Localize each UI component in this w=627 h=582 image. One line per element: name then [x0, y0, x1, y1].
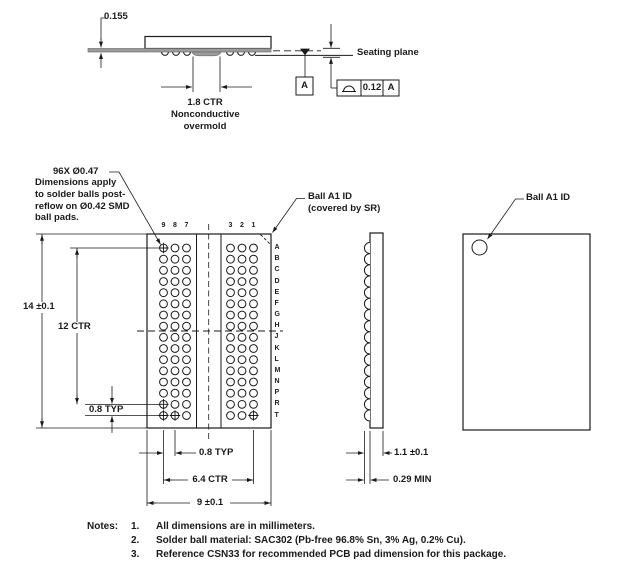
ball-D3	[227, 278, 235, 286]
package-top-view	[463, 199, 590, 430]
row-label-P: P	[274, 389, 280, 397]
fcf-tolerance: 0.12	[362, 82, 382, 93]
ball-B2	[238, 255, 246, 263]
edge-ball	[364, 399, 370, 410]
package-edge-view	[346, 233, 392, 484]
edge-ball	[364, 410, 370, 421]
ball-F9	[160, 300, 168, 308]
row-label-K: K	[274, 344, 280, 352]
overmold-bump	[192, 52, 221, 56]
datum-triangle	[300, 49, 310, 56]
row-label-R: R	[274, 400, 280, 408]
ball-R8	[171, 400, 179, 408]
ball-J2	[238, 333, 246, 341]
ball-N2	[238, 378, 246, 386]
note-1-text: All dimensions are in millimeters.	[156, 521, 315, 532]
ball-G2	[238, 311, 246, 319]
edge-body	[370, 233, 383, 428]
dim-total-height: 1.1 ±0.1	[394, 446, 429, 458]
ball-H8	[171, 322, 179, 330]
ball-B1	[250, 255, 258, 263]
row-label-C: C	[274, 266, 280, 274]
ball-E8	[171, 289, 179, 297]
column-label-3: 3	[228, 221, 233, 229]
ball-J1	[250, 333, 258, 341]
ball-T2	[238, 412, 246, 420]
ball-T7	[183, 412, 191, 420]
ball-N9	[160, 378, 168, 386]
ball-B8	[171, 255, 179, 263]
dim-row-pitch: 0.8 TYP	[89, 403, 124, 415]
a1-covered-label-line2: (covered by SR)	[308, 202, 381, 214]
ball-L1	[250, 356, 258, 364]
ball-F1	[250, 300, 258, 308]
mold-cap	[145, 37, 271, 49]
ball-D2	[238, 278, 246, 286]
ball-E3	[227, 289, 235, 297]
column-label-1: 1	[251, 221, 256, 229]
ball-R1	[250, 400, 258, 408]
ball-H3	[227, 322, 235, 330]
ball-B7	[183, 255, 191, 263]
row-label-E: E	[274, 288, 280, 296]
ball-N3	[227, 378, 235, 386]
ball-L8	[171, 356, 179, 364]
ball-C8	[171, 266, 179, 274]
edge-ball	[364, 343, 370, 354]
dim-package-height: 14 ±0.1	[23, 301, 55, 312]
a1-covered-label-line1: Ball A1 ID	[308, 191, 352, 202]
notes-heading: Notes:	[87, 521, 119, 532]
ball-E2	[238, 289, 246, 297]
ball-F7	[183, 300, 191, 308]
row-label-D: D	[274, 277, 280, 285]
substrate	[88, 49, 271, 53]
row-label-A: A	[274, 244, 280, 251]
column-label-9: 9	[161, 221, 166, 229]
edge-ball	[364, 242, 370, 253]
note-2-num: 2.	[131, 535, 140, 546]
ball-J8	[171, 333, 179, 341]
row-label-M: M	[274, 366, 281, 374]
a1-id-label: Ball A1 ID	[526, 192, 570, 203]
fcf-datum: A	[387, 82, 395, 93]
ball-D7	[183, 278, 191, 286]
ball-P1	[250, 389, 258, 397]
ball-G3	[227, 311, 235, 319]
dim-package-width: 9 ±0.1	[190, 498, 230, 509]
dim-rows-ctr: 12 CTR	[58, 321, 91, 332]
ball-A2	[238, 244, 246, 252]
ball-T3	[227, 412, 235, 420]
ball-K9	[160, 345, 168, 353]
ball-C2	[238, 266, 246, 274]
ball-L3	[227, 356, 235, 364]
ball-H7	[183, 322, 191, 330]
row-label-G: G	[274, 311, 280, 318]
overmold-label-line2: overmold	[183, 120, 227, 132]
a1-id-leader	[488, 199, 525, 239]
edge-ball	[364, 254, 370, 265]
note-2-text: Solder ball material: SAC302 (Pb-free 96.8% Sn, 3% Ag, 0.2% Cu).	[156, 535, 466, 546]
ball-A8	[171, 244, 179, 252]
column-label-7: 7	[184, 221, 189, 229]
ball-N1	[250, 378, 258, 386]
ball-H2	[238, 322, 246, 330]
ball-J3	[227, 333, 235, 341]
ball-C3	[227, 266, 235, 274]
edge-ball	[364, 332, 370, 343]
edge-ball	[364, 309, 370, 320]
dim-substrate-thickness: 0.155	[104, 11, 128, 22]
ball-L2	[238, 356, 246, 364]
ball-F3	[227, 300, 235, 308]
edge-ball	[364, 376, 370, 387]
edge-ball	[364, 276, 370, 287]
ball-A1	[250, 244, 258, 252]
balls-note-line1: 96X Ø0.47	[53, 165, 99, 177]
ball-L7	[183, 356, 191, 364]
column-label-2: 2	[240, 221, 244, 229]
ball-A3	[227, 244, 235, 252]
ball-R7	[183, 400, 191, 408]
ball-K1	[250, 345, 258, 353]
ball-B9	[160, 255, 168, 263]
ball-P9	[160, 389, 168, 397]
dim-col-pitch: 0.8 TYP	[199, 446, 234, 458]
ball-G8	[171, 311, 179, 319]
edge-view-balls	[364, 242, 370, 421]
ball-J7	[183, 333, 191, 341]
ball-M8	[171, 367, 179, 375]
package-side-elevation	[88, 18, 399, 96]
ball-J9	[160, 333, 168, 341]
edge-ball	[364, 388, 370, 399]
ball-P3	[227, 389, 235, 397]
ball-K2	[238, 345, 246, 353]
row-label-L: L	[274, 355, 279, 363]
ball-P7	[183, 389, 191, 397]
ball-G7	[183, 311, 191, 319]
a1-covered-leader	[273, 199, 306, 233]
datum-a-label: A	[301, 80, 308, 91]
ball-E7	[183, 289, 191, 297]
ball-H9	[160, 322, 168, 330]
ball-P8	[171, 389, 179, 397]
row-label-B: B	[274, 255, 280, 263]
ball-B3	[227, 255, 235, 263]
edge-ball	[364, 298, 370, 309]
ball-K3	[227, 345, 235, 353]
edge-ball	[364, 265, 370, 276]
top-view-outline	[463, 234, 590, 430]
dim-standoff: 0.29 MIN	[393, 473, 432, 485]
row-label-H: H	[274, 322, 280, 330]
edge-ball	[364, 287, 370, 298]
ball-H1	[250, 322, 258, 330]
ball-D1	[250, 278, 258, 286]
balls-note-line5: ball pads.	[35, 212, 79, 224]
ball-G9	[160, 311, 168, 319]
ball-M1	[250, 367, 258, 375]
ball-D9	[160, 278, 168, 286]
row-label-N: N	[274, 378, 280, 385]
ball-R2	[238, 400, 246, 408]
ball-K8	[171, 345, 179, 353]
note-3-text: Reference CSN33 for recommended PCB pad dimension for this package.	[156, 549, 507, 560]
ball-C9	[160, 266, 168, 274]
ball-D8	[171, 278, 179, 286]
note-1-num: 1.	[131, 521, 140, 532]
dim-overmold-ctr: 1.8 CTR	[187, 97, 223, 108]
ball-A7	[183, 244, 191, 252]
edge-ball	[364, 321, 370, 332]
ball-E1	[250, 289, 258, 297]
ball-K7	[183, 345, 191, 353]
ball-M3	[227, 367, 235, 375]
ball-M9	[160, 367, 168, 375]
edge-ball	[364, 354, 370, 365]
ball-N7	[183, 378, 191, 386]
ball-F2	[238, 300, 246, 308]
overmold-label-line1: Nonconductive	[171, 109, 240, 120]
ball-G1	[250, 311, 258, 319]
ball-L9	[160, 356, 168, 364]
ball-R3	[227, 400, 235, 408]
ball-C1	[250, 266, 258, 274]
ball-P2	[238, 389, 246, 397]
ball-C7	[183, 266, 191, 274]
dim-cols-ctr: 6.4 CTR	[188, 475, 232, 486]
balls-note-line4: reflow on Ø0.42 SMD	[35, 200, 130, 212]
ball-M2	[238, 367, 246, 375]
column-label-8: 8	[173, 221, 177, 229]
seating-plane-label: Seating plane	[357, 47, 419, 58]
row-label-T: T	[274, 411, 279, 419]
balls-note-line3: to solder balls post-	[35, 188, 126, 200]
ball-E9	[160, 289, 168, 297]
note-3-num: 3.	[131, 549, 140, 560]
edge-ball	[364, 365, 370, 376]
row-label-J: J	[274, 333, 279, 341]
balls-note-line2: Dimensions apply	[35, 177, 117, 189]
ball-F8	[171, 300, 179, 308]
ball-N8	[171, 378, 179, 386]
ball-M7	[183, 367, 191, 375]
row-label-F: F	[274, 299, 279, 307]
